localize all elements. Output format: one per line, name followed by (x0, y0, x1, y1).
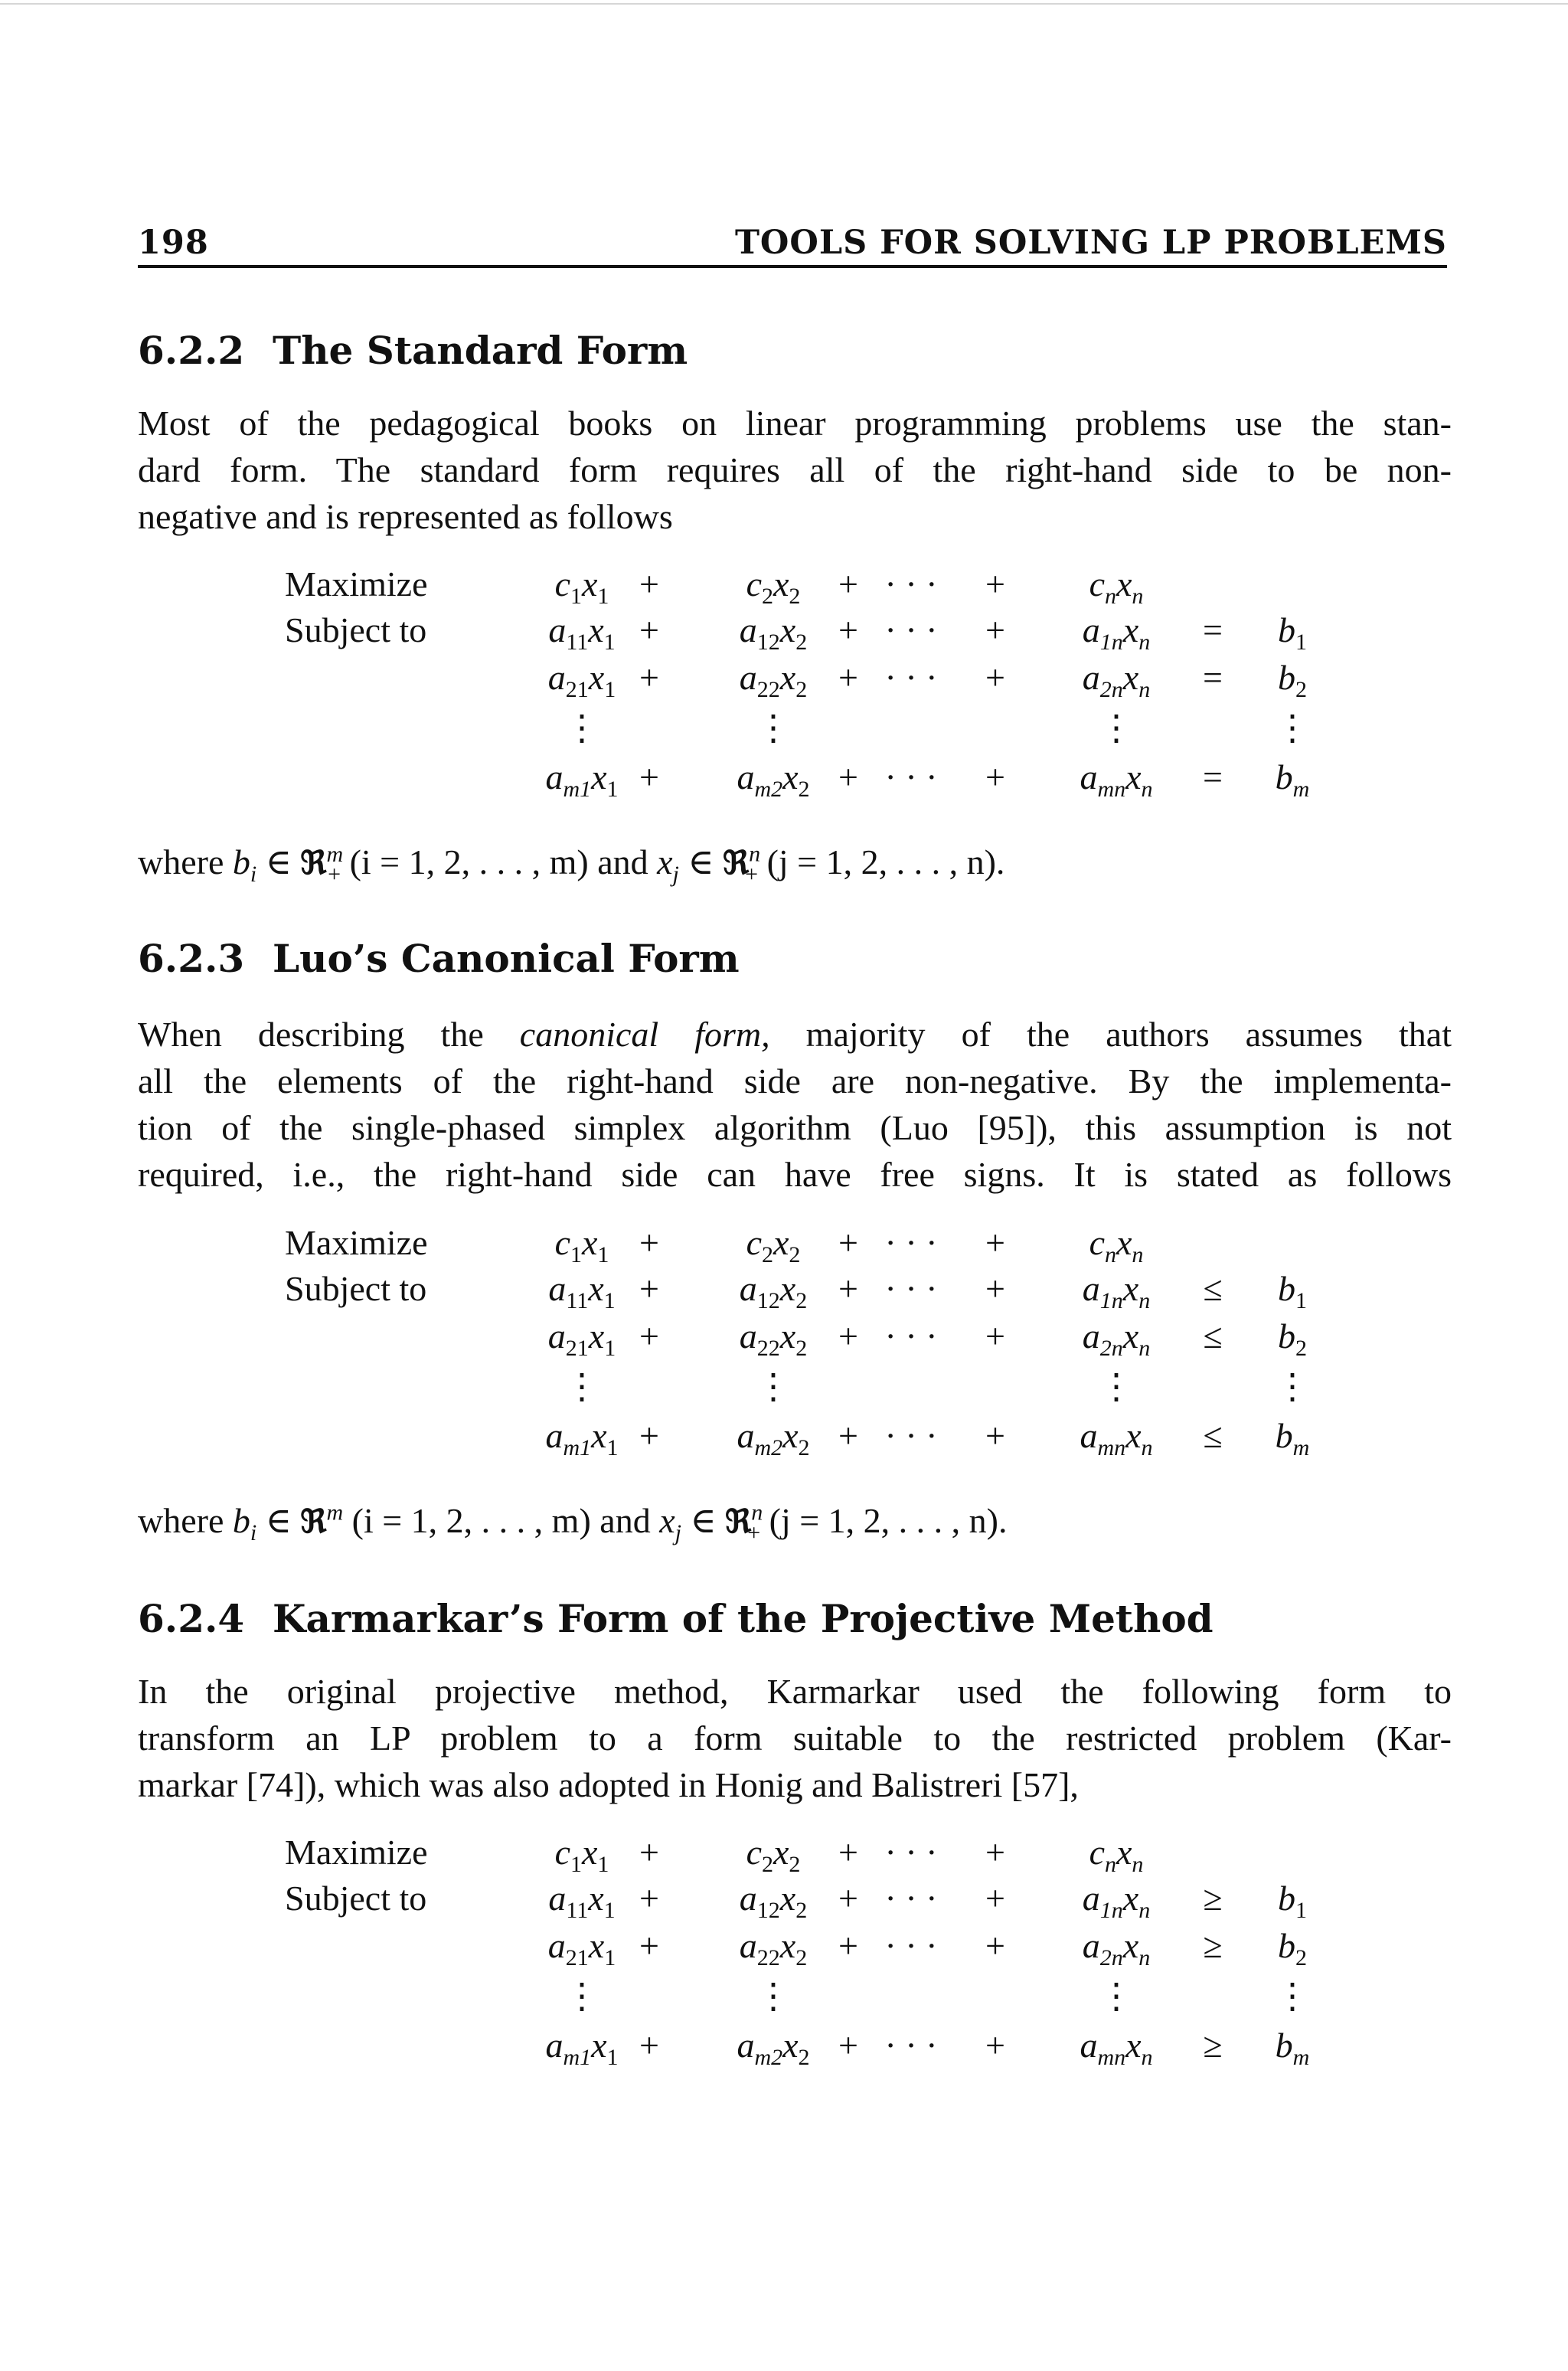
subscript: + (747, 1520, 761, 1546)
variable-b: b (232, 1501, 250, 1540)
ellipsis: · · · (884, 1879, 938, 1918)
section-number: 6.2.2 (138, 328, 245, 373)
subscript: j (672, 862, 679, 888)
plus-sign: + (985, 658, 1005, 697)
paragraph-line: negative and is represented as follows (138, 497, 673, 536)
paragraph-line: required, i.e., the right-hand side can have free signs. It is stated as follows (138, 1155, 1452, 1194)
paragraph-line: markar [74]), which was also adopted in Honig and Balistreri [57], (138, 1765, 1079, 1804)
ellipsis: · · · (884, 1316, 938, 1356)
paragraph-line: Most of the pedagogical books on linear programming problems use the stan- (138, 404, 1452, 443)
lp-formulation-standard (0, 559, 1568, 835)
plus-sign: + (838, 658, 858, 697)
relation-sign: = (1203, 658, 1223, 697)
plus-sign: + (838, 2026, 858, 2065)
index-range: (j = 1, 2, . . . , n). (769, 1501, 1008, 1540)
plus-sign: + (838, 1879, 858, 1918)
constraint-term: $a_{2n}x_n$ (1082, 1926, 1151, 1970)
plus-sign: + (838, 1833, 858, 1872)
maximize-label: Maximize (285, 564, 428, 603)
plus-sign: + (639, 1926, 659, 1965)
plus-sign: + (639, 1833, 659, 1872)
superscript: m (326, 1499, 344, 1526)
scan-top-edge (0, 3, 1568, 5)
objective-term: $c_1x_1$ (554, 1223, 609, 1267)
emphasis-canonical-form: canonical form, (519, 1015, 770, 1054)
subscript: j (675, 1520, 681, 1546)
subject-to-label: Subject to (285, 1269, 427, 1308)
paragraph-line: dard form. The standard form requires all of the right-hand side to be non- (138, 450, 1452, 489)
rhs-term: $b_1$ (1278, 1269, 1307, 1313)
index-range: (i = 1, 2, . . . , m) (349, 842, 589, 881)
objective-term: $c_2x_2$ (746, 564, 801, 609)
and-word: and (599, 1501, 651, 1540)
plus-sign: + (838, 610, 858, 649)
plus-sign: + (639, 1316, 659, 1356)
subject-to-label: Subject to (285, 610, 427, 649)
vertical-ellipsis: ⋮ (1275, 1977, 1310, 2016)
and-word: and (597, 842, 648, 881)
objective-term: $c_nx_n$ (1089, 1223, 1144, 1267)
superscript: m (326, 841, 344, 867)
rhs-term: $b_m$ (1275, 2026, 1310, 2070)
constraint-term: $a_{m2}x_2$ (737, 1416, 810, 1460)
constraint-term: $a_{m1}x_1$ (545, 2026, 619, 2070)
constraint-term: $a_{22}x_2$ (739, 1926, 808, 1970)
plus-sign: + (985, 564, 1005, 603)
objective-term: $c_nx_n$ (1089, 1833, 1144, 1877)
index-range: (j = 1, 2, . . . , n). (766, 842, 1005, 881)
constraint-term: $a_{1n}x_n$ (1082, 1879, 1151, 1923)
plus-sign: + (985, 1416, 1005, 1455)
section-heading-6-2-3 (138, 936, 740, 981)
section-number: 6.2.4 (138, 1596, 245, 1641)
constraint-term: $a_{11}x_1$ (548, 610, 616, 655)
superscript: n (749, 841, 761, 867)
relation-sign: ≤ (1203, 1416, 1223, 1455)
plus-sign: + (639, 1879, 659, 1918)
subscript: + (328, 862, 341, 888)
element-of: ∈ (690, 1501, 717, 1540)
plus-sign: + (985, 2026, 1005, 2065)
paragraph-canonical-form (138, 1011, 1452, 1198)
plus-sign: + (838, 757, 858, 796)
where-word: where (138, 1501, 224, 1540)
rhs-term: $b_1$ (1278, 1879, 1307, 1923)
constraint-term: $a_{m2}x_2$ (737, 2026, 810, 2070)
constraint-term: $a_{12}x_2$ (739, 610, 808, 655)
real-set-symbol: ℜ (300, 1503, 327, 1540)
paragraph-karmarkar-form (138, 1668, 1452, 1808)
plus-sign: + (639, 1269, 659, 1308)
ellipsis: · · · (884, 1223, 938, 1262)
ellipsis: · · · (884, 1416, 938, 1455)
where-clause-canonical (138, 1499, 1008, 1546)
maximize-label: Maximize (285, 1833, 428, 1872)
vertical-ellipsis: ⋮ (1275, 708, 1310, 747)
page-header (138, 214, 1447, 268)
vertical-ellipsis: ⋮ (756, 1977, 791, 2016)
vertical-ellipsis: ⋮ (564, 708, 599, 747)
ellipsis: · · · (884, 564, 938, 603)
paragraph-line (138, 1011, 1452, 1058)
section-title: Karmarkar’s Form of the Projective Method (273, 1596, 1214, 1641)
vertical-ellipsis: ⋮ (756, 708, 791, 747)
running-title: TOOLS FOR SOLVING LP PROBLEMS (734, 224, 1447, 262)
plus-sign: + (985, 1223, 1005, 1262)
objective-term: $c_2x_2$ (746, 1833, 801, 1877)
page-number: 198 (138, 224, 209, 262)
plus-sign: + (838, 1926, 858, 1965)
constraint-term: $a_{21}x_1$ (547, 658, 616, 702)
constraint-term: $a_{11}x_1$ (548, 1269, 616, 1313)
ellipsis: · · · (884, 1269, 938, 1308)
constraint-term: $a_{22}x_2$ (739, 658, 808, 702)
vertical-ellipsis: ⋮ (1099, 708, 1134, 747)
section-heading-6-2-2 (138, 328, 688, 373)
rhs-term: $b_2$ (1278, 658, 1307, 702)
relation-sign: = (1203, 757, 1223, 796)
paragraph-line: In the original projective method, Karmarkar used the following form to (138, 1672, 1452, 1711)
plus-sign: + (639, 610, 659, 649)
subscript: i (250, 862, 257, 888)
ellipsis: · · · (884, 610, 938, 649)
section-title: The Standard Form (273, 328, 688, 373)
superscript: n (751, 1499, 763, 1526)
vertical-ellipsis: ⋮ (564, 1367, 599, 1406)
constraint-term: $a_{m1}x_1$ (545, 757, 619, 802)
element-of: ∈ (688, 842, 714, 881)
constraint-term: $a_{mn}x_n$ (1080, 757, 1153, 802)
ellipsis: · · · (884, 1833, 938, 1872)
ellipsis: · · · (884, 658, 938, 697)
where-clause-standard (138, 841, 1005, 888)
constraint-term: $a_{22}x_2$ (739, 1316, 808, 1361)
subscript: + (745, 862, 759, 888)
ellipsis: · · · (884, 1926, 938, 1965)
relation-sign: ≤ (1203, 1269, 1223, 1308)
rhs-term: $b_1$ (1278, 610, 1307, 655)
relation-sign: ≥ (1203, 1926, 1223, 1965)
constraint-term: $a_{11}x_1$ (548, 1879, 616, 1923)
plus-sign: + (985, 610, 1005, 649)
paragraph-line: transform an LP problem to a form suitable to the restricted problem (Kar- (138, 1719, 1452, 1758)
variable-x: x (657, 842, 673, 881)
objective-term: $c_1x_1$ (554, 1833, 609, 1877)
rhs-term: $b_m$ (1275, 1416, 1310, 1460)
objective-term: $c_nx_n$ (1089, 564, 1144, 609)
constraint-term: $a_{1n}x_n$ (1082, 610, 1151, 655)
constraint-term: $a_{12}x_2$ (739, 1879, 808, 1923)
section-number: 6.2.3 (138, 936, 245, 981)
subject-to-label: Subject to (285, 1879, 427, 1918)
real-set-symbol: ℜ (722, 844, 750, 881)
plus-sign: + (985, 1833, 1005, 1872)
constraint-term: $a_{m2}x_2$ (737, 757, 810, 802)
variable-b: b (232, 842, 250, 881)
vertical-ellipsis: ⋮ (564, 1977, 599, 2016)
objective-term: $c_2x_2$ (746, 1223, 801, 1267)
plus-sign: + (985, 1926, 1005, 1965)
lp-formulation-canonical (0, 1218, 1568, 1493)
constraint-term: $a_{mn}x_n$ (1080, 1416, 1153, 1460)
ellipsis: · · · (884, 2026, 938, 2065)
constraint-term: $a_{12}x_2$ (739, 1269, 808, 1313)
paragraph-line: tion of the single-phased simplex algorithm (Luo [95]), this assumption is not (138, 1108, 1452, 1147)
paragraph-standard-form (138, 400, 1452, 540)
variable-x: x (659, 1501, 675, 1540)
lp-formulation-karmarkar (0, 1827, 1568, 2103)
maximize-label: Maximize (285, 1223, 428, 1262)
constraint-term: $a_{2n}x_n$ (1082, 658, 1151, 702)
vertical-ellipsis: ⋮ (1275, 1367, 1310, 1406)
section-heading-6-2-4 (138, 1596, 1214, 1641)
plus-sign: + (985, 757, 1005, 796)
plus-sign: + (639, 658, 659, 697)
plus-sign: + (639, 564, 659, 603)
header-rule (138, 265, 1447, 268)
plus-sign: + (985, 1879, 1005, 1918)
text-run: When describing the (138, 1015, 520, 1054)
element-of: ∈ (265, 1501, 292, 1540)
plus-sign: + (639, 757, 659, 796)
plus-sign: + (639, 2026, 659, 2065)
relation-sign: ≥ (1203, 2026, 1223, 2065)
vertical-ellipsis: ⋮ (1099, 1367, 1134, 1406)
vertical-ellipsis: ⋮ (756, 1367, 791, 1406)
element-of: ∈ (265, 842, 292, 881)
constraint-term: $a_{mn}x_n$ (1080, 2026, 1153, 2070)
relation-sign: = (1203, 610, 1223, 649)
constraint-term: $a_{1n}x_n$ (1082, 1269, 1151, 1313)
plus-sign: + (838, 564, 858, 603)
vertical-ellipsis: ⋮ (1099, 1977, 1134, 2016)
rhs-term: $b_2$ (1278, 1926, 1307, 1970)
constraint-term: $a_{m1}x_1$ (545, 1416, 619, 1460)
plus-sign: + (838, 1223, 858, 1262)
plus-sign: + (985, 1316, 1005, 1356)
real-set-symbol: ℜ (300, 844, 327, 881)
ellipsis: · · · (884, 757, 938, 796)
where-word: where (138, 842, 224, 881)
plus-sign: + (639, 1416, 659, 1455)
constraint-term: $a_{21}x_1$ (547, 1316, 616, 1361)
plus-sign: + (838, 1316, 858, 1356)
relation-sign: ≥ (1203, 1879, 1223, 1918)
section-title: Luo’s Canonical Form (273, 936, 740, 981)
plus-sign: + (985, 1269, 1005, 1308)
index-range: (i = 1, 2, . . . , m) (351, 1501, 591, 1540)
constraint-term: $a_{2n}x_n$ (1082, 1316, 1151, 1361)
real-set-symbol: ℜ (725, 1503, 752, 1540)
relation-sign: ≤ (1203, 1316, 1223, 1356)
plus-sign: + (838, 1416, 858, 1455)
rhs-term: $b_2$ (1278, 1316, 1307, 1361)
plus-sign: + (838, 1269, 858, 1308)
plus-sign: + (639, 1223, 659, 1262)
objective-term: $c_1x_1$ (554, 564, 609, 609)
text-run: majority of the authors assumes that (769, 1015, 1452, 1054)
rhs-term: $b_m$ (1275, 757, 1310, 802)
constraint-term: $a_{21}x_1$ (547, 1926, 616, 1970)
subscript: i (250, 1520, 257, 1546)
paragraph-line: all the elements of the right-hand side are non-negative. By the implementa- (138, 1061, 1452, 1100)
